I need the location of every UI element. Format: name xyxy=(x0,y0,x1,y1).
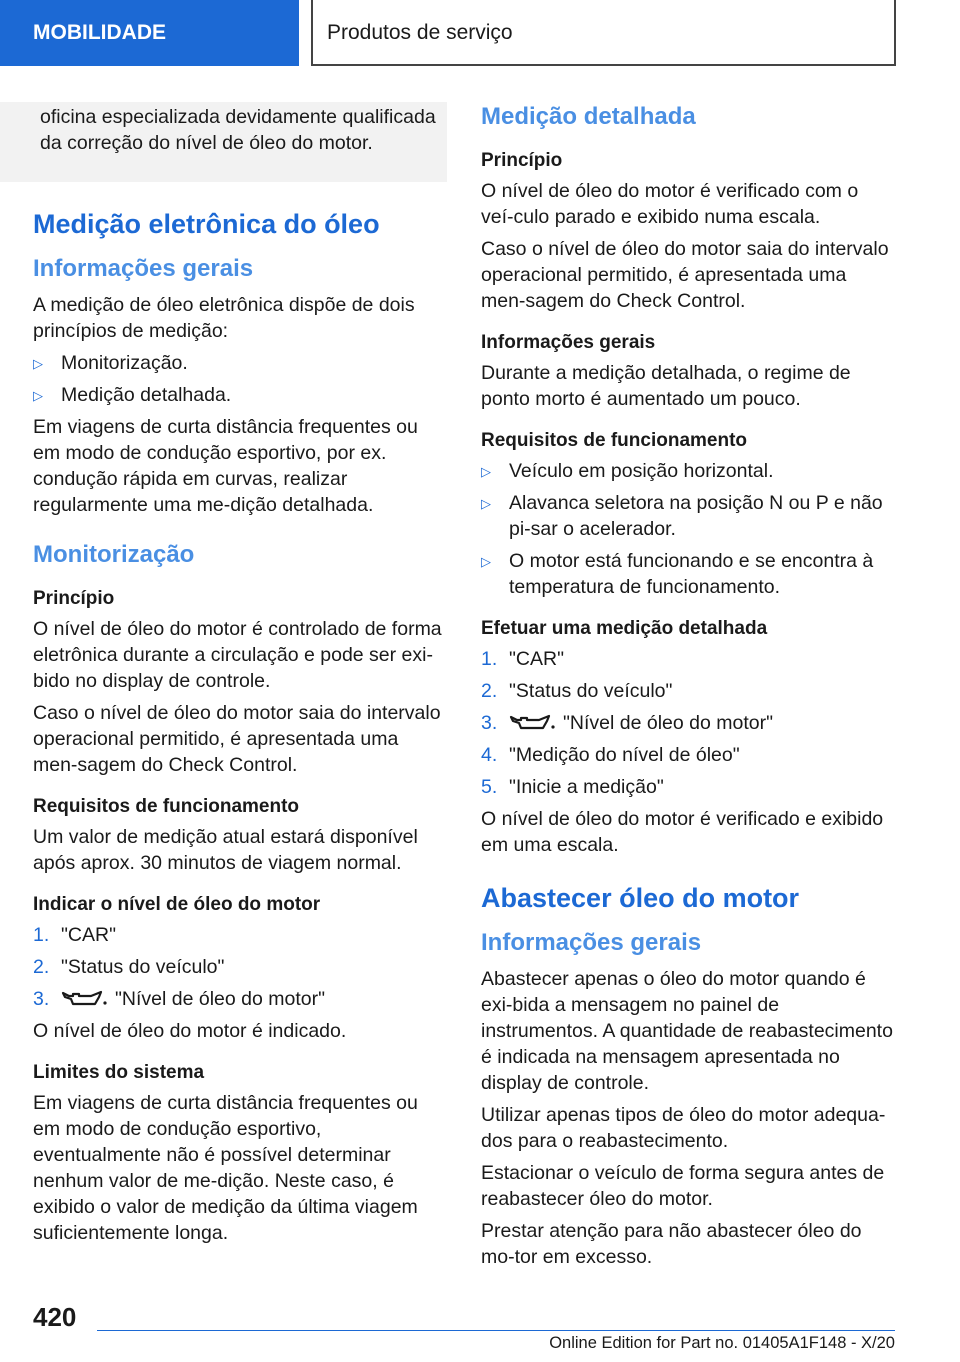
heading-principle: Princípio xyxy=(481,150,563,171)
principles-list xyxy=(33,350,447,408)
driving-text: Em viagens de curta distância frequentes ou em modo de condução esportivo, por ex. condução rápida em curvas, realizar regularmente uma me‐dição detalhada. xyxy=(33,416,418,516)
heading-requirements: Requisitos de funcionamento xyxy=(481,430,748,451)
indicate-steps xyxy=(33,922,447,1012)
list-item: 3. "Nível de óleo do motor" xyxy=(33,988,326,1010)
list-item: 4. "Medição do nível de óleo" xyxy=(481,744,740,766)
list-item: ▷ Medição detalhada. xyxy=(33,382,447,408)
list-item: ▷ O motor está funcionando e se encontra à temperatura de funcionamento. xyxy=(481,550,874,598)
heading-info-general: Informações gerais xyxy=(481,332,656,353)
result-text: O nível de óleo do motor é verificado e exibido em uma escala. xyxy=(481,808,884,856)
principle-text: O nível de óleo do motor é controlado de forma eletrônica durante a circulação e pode ser exi‐bido no display de controle. xyxy=(33,618,442,692)
principle-text-2: Caso o nível de óleo do motor saia do intervalo operacional permitido, é apresentada uma men‐sagem do Check Control. xyxy=(33,702,441,776)
heading-principle: Princípio xyxy=(33,588,115,609)
footer-divider xyxy=(97,1330,895,1331)
left-column xyxy=(33,102,447,1252)
perform-steps xyxy=(481,646,895,800)
page-header xyxy=(0,0,960,70)
oil-can-icon xyxy=(61,988,109,1008)
list-item: 3. "Nível de óleo do motor" xyxy=(481,712,774,734)
heading-requirements: Requisitos de funcionamento xyxy=(33,796,300,817)
heading-perform-measure: Efetuar uma medição detalhada xyxy=(481,618,768,639)
page-number: 420 xyxy=(33,1302,77,1332)
info-text: A medição de óleo eletrônica dispõe de dois princípios de medição: xyxy=(33,294,415,342)
triangle-bullet-icon: ▷ xyxy=(481,496,491,511)
section-title: Produtos de serviço xyxy=(311,0,896,66)
note-box xyxy=(0,102,447,182)
list-item: 5. "Inicie a medição" xyxy=(481,776,664,798)
heading-indicate-oil: Indicar o nível de óleo do motor xyxy=(33,894,321,915)
refill-text-2: Utilizar apenas tipos de óleo do motor adequa‐dos para o reabastecimento. xyxy=(481,1104,886,1152)
triangle-bullet-icon: ▷ xyxy=(33,388,43,403)
list-item: 2. "Status do veículo" xyxy=(481,680,673,702)
refill-text-1: Abastecer apenas o óleo do motor quando é exi‐bida a mensagem no painel de instrumentos. A quantidade de reabastecimento é indicada na mensagem apresentada no display de controle. xyxy=(481,968,893,1094)
refill-text-4: Prestar atenção para não abastecer óleo do mo‐tor em excesso. xyxy=(481,1220,862,1268)
triangle-bullet-icon: ▷ xyxy=(33,356,43,371)
list-item: ▷ Monitorização. xyxy=(33,350,447,376)
list-item: ▷ Alavanca seletora na posição N ou P e não pi‐sar o acelerador. xyxy=(481,492,883,540)
triangle-bullet-icon: ▷ xyxy=(481,554,491,569)
refill-text-3: Estacionar o veículo de forma segura antes de reabastecer óleo do motor. xyxy=(481,1162,885,1210)
list-item: ▷ Veículo em posição horizontal. xyxy=(481,458,895,484)
requirements-text: Um valor de medição atual estará disponível após aprox. 30 minutos de viagem normal. xyxy=(33,826,418,874)
heading-refill-oil: Abastecer óleo do motor xyxy=(481,883,800,913)
oil-can-icon xyxy=(509,712,557,732)
list-item: 1. "CAR" xyxy=(481,648,565,670)
requirements-list xyxy=(481,458,895,600)
page-footer xyxy=(0,1290,960,1362)
heading-monitoring: Monitorização xyxy=(33,541,195,568)
list-item: 2. "Status do veículo" xyxy=(33,956,225,978)
heading-electronic-oil: Medição eletrônica do óleo xyxy=(33,209,380,239)
principle-text: O nível de óleo do motor é verificado com o veí‐culo parado e exibido numa escala. xyxy=(481,180,859,228)
right-column xyxy=(481,102,895,1276)
heading-refill-info: Informações gerais xyxy=(481,929,702,956)
chapter-tab: MOBILIDADE xyxy=(0,0,299,66)
heading-detailed-measure: Medição detalhada xyxy=(481,103,696,130)
limits-text: Em viagens de curta distância frequentes ou em modo de condução esportivo, eventualmente não é possível determinar nenhum valor de me‐dição. Neste caso, é exibido o valor de medição da última viagem suficientemente longa. xyxy=(33,1092,418,1244)
info-text: Durante a medição detalhada, o regime de ponto morto é aumentado um pouco. xyxy=(481,362,851,410)
heading-limits: Limites do sistema xyxy=(33,1062,205,1083)
principle-text-2: Caso o nível de óleo do motor saia do intervalo operacional permitido, é apresentada uma men‐sagem do Check Control. xyxy=(481,238,889,312)
indicated-text: O nível de óleo do motor é indicado. xyxy=(33,1020,347,1042)
heading-info-general: Informações gerais xyxy=(33,255,254,282)
list-item: 1. "CAR" xyxy=(33,924,117,946)
note-text: oficina especializada devidamente qualificada da correção do nível de óleo do motor. xyxy=(40,106,436,154)
edition-text: Online Edition for Part no. 01405A1F148 - X/20 xyxy=(549,1334,895,1352)
triangle-bullet-icon: ▷ xyxy=(481,464,491,479)
